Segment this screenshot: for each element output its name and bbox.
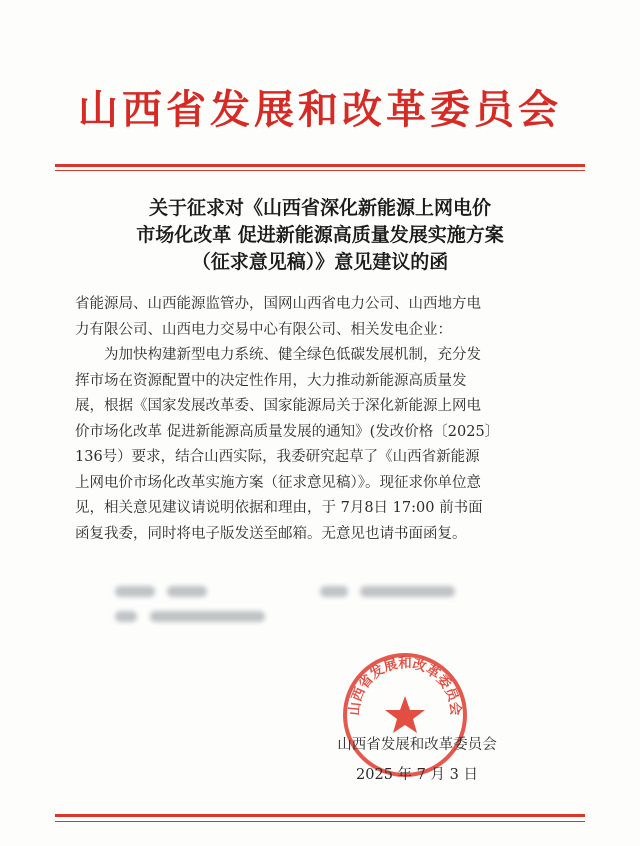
body-line: 为加快构建新型电力系统、健全绿色低碳发展机制，充分发 [104, 347, 481, 363]
body-line: 价市场化改革 促进新能源高质量发展的通知》(发改价格〔2025〕 [75, 423, 500, 440]
title-line-2: 市场化改革 促进新能源高质量发展实施方案 [136, 224, 504, 246]
letter-body [75, 292, 575, 547]
seal-star-icon [385, 696, 425, 733]
body-line: 136号）要求，结合山西实际，我委研究起草了《山西省新能源 [75, 449, 480, 465]
redacted-contact-name [167, 586, 207, 597]
letterhead-rule-thin [55, 170, 585, 171]
redacted-phone-label [320, 586, 348, 597]
signature-org: 山西省发展和改革委员会 [337, 737, 497, 753]
svg-text:山西省发展和改革委员会: 山西省发展和改革委员会 [346, 655, 464, 717]
signature-date: 2025 年 7 月 3 日 [356, 767, 478, 783]
redacted-email-label [115, 611, 137, 622]
footer-rule-thick [55, 814, 585, 817]
redacted-contact-info [115, 580, 485, 628]
title-line-1: 关于征求对《山西省深化新能源上网电价 [148, 197, 491, 219]
redacted-contact-label [115, 586, 155, 597]
body-line: 挥市场在资源配置中的决定性作用，大力推动新能源高质量发 [75, 372, 467, 389]
addressees-line: 力有限公司、山西电力交易中心有限公司、相关发电企业： [75, 321, 452, 338]
title-line-3: （征求意见稿）》意见建议的函 [191, 251, 449, 273]
body-line: 见，相关意见建议请说明依据和理由，于 7月8日 17:00 前书面 [75, 500, 483, 516]
signature-block [312, 730, 522, 790]
body-line: 上网电价市场化改革实施方案（征求意见稿）》。现征求你单位意 [75, 474, 481, 491]
redacted-email-address [150, 611, 265, 622]
redacted-phone-number [360, 586, 455, 597]
addressees-line: 省能源局、山西能源监管办，国网山西省电力公司、山西地方电 [75, 296, 481, 312]
body-line: 函复我委，同时将电子版发送至邮箱。无意见也请书面函复。 [75, 525, 467, 542]
letterhead-title: 山西省发展和改革委员会 [78, 86, 562, 133]
footer-rule-thin [55, 821, 585, 822]
letterhead-rule-thick [55, 164, 585, 167]
document-title [40, 195, 600, 276]
body-line: 展，根据《国家发展改革委、国家能源局关于深化新能源上网电 [75, 398, 481, 414]
